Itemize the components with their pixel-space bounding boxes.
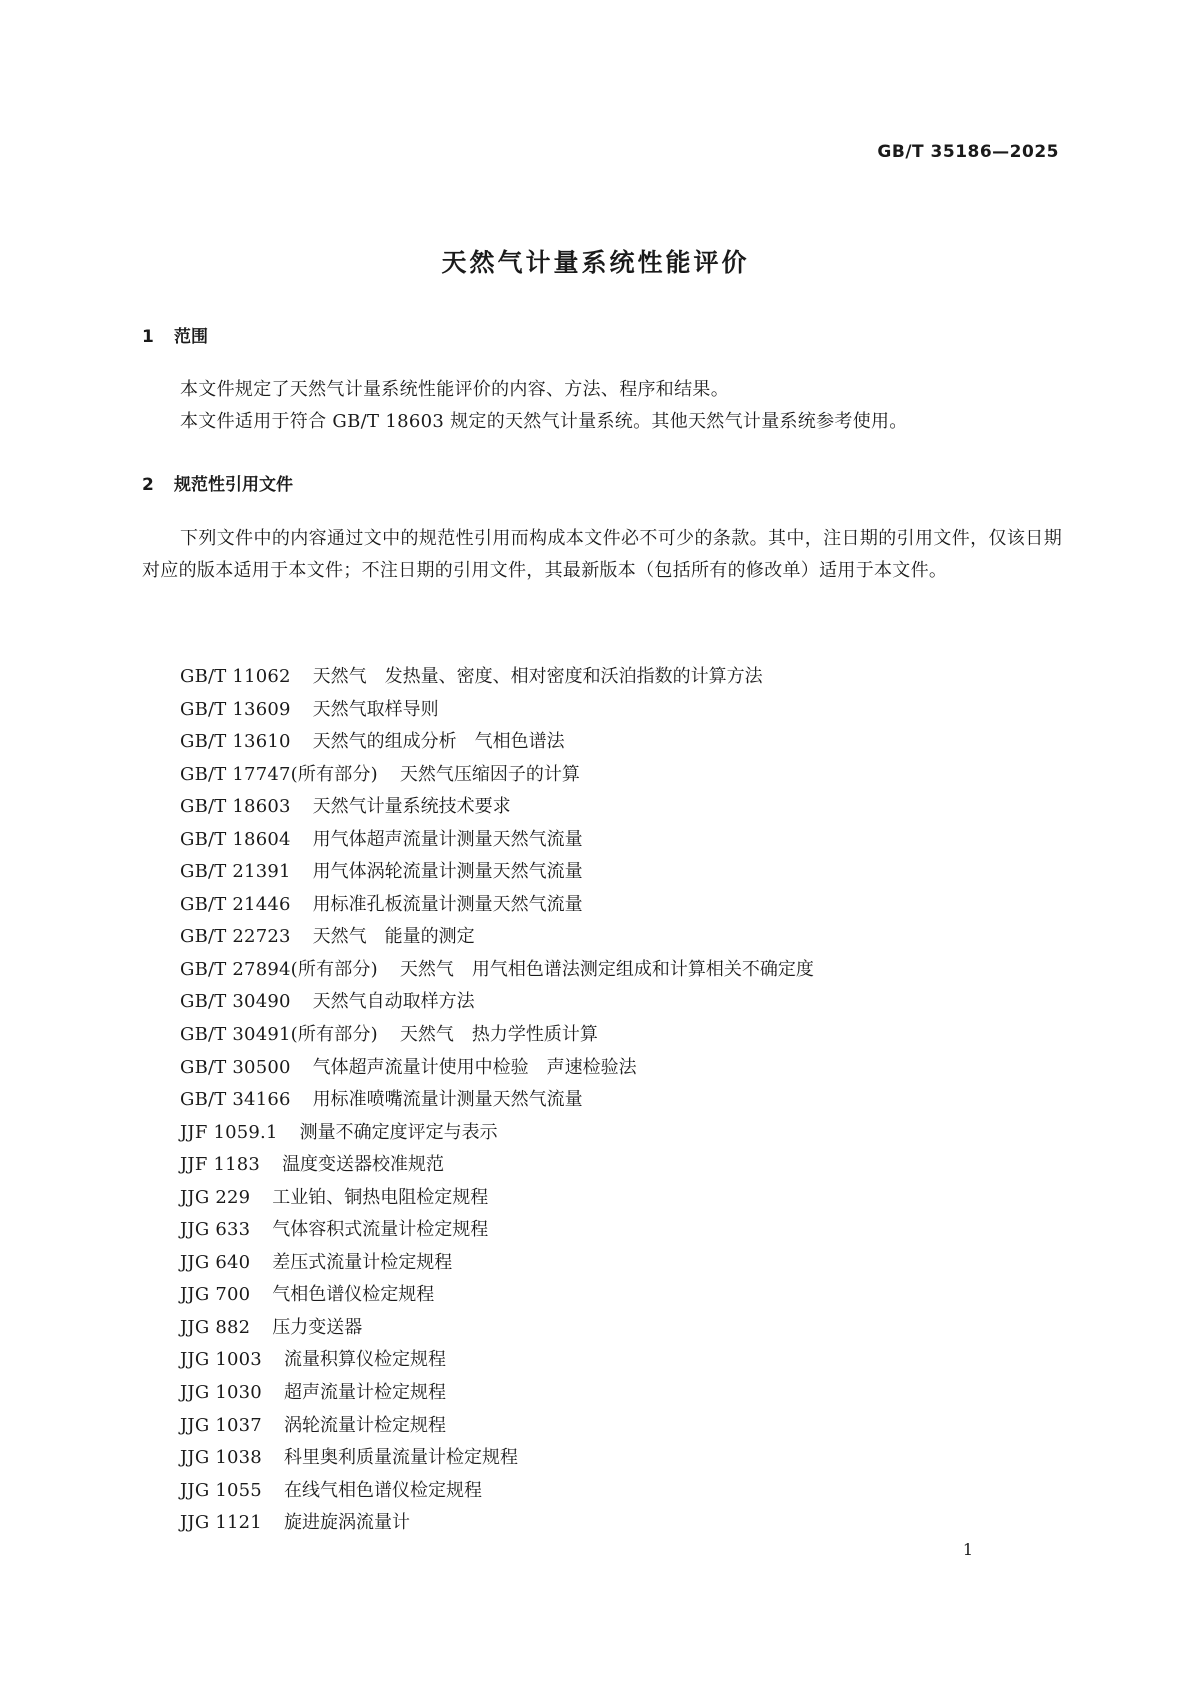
reference-code: JJG 640	[180, 1251, 251, 1273]
reference-title: 天然气压缩因子的计算	[399, 763, 580, 785]
reference-item	[180, 1377, 814, 1410]
reference-item	[180, 954, 814, 987]
reference-code: GB/T 34166	[180, 1089, 291, 1111]
reference-code: JJF 1059.1	[180, 1121, 278, 1143]
reference-item	[180, 1084, 814, 1117]
reference-item	[180, 1507, 814, 1540]
section-2-title: 规范性引用文件	[174, 475, 293, 495]
reference-code: JJF 1183	[180, 1154, 261, 1176]
reference-item	[180, 1182, 814, 1215]
reference-item	[180, 1410, 814, 1443]
reference-item	[180, 1475, 814, 1508]
reference-code: GB/T 30491(所有部分)	[180, 1024, 378, 1046]
standard-code: GB/T 35186—2025	[877, 142, 1059, 162]
reference-item	[180, 1117, 814, 1150]
reference-title: 流量积算仪检定规程	[283, 1349, 446, 1371]
reference-title: 天然气自动取样方法	[312, 991, 475, 1013]
reference-title: 气体超声流量计使用中检验 声速检验法	[312, 1056, 637, 1078]
reference-code: GB/T 18603	[180, 796, 291, 818]
reference-item	[180, 1214, 814, 1247]
reference-code: JJG 882	[180, 1316, 251, 1338]
reference-item	[180, 1442, 814, 1475]
page-number: 1	[962, 1540, 973, 1559]
reference-code: GB/T 30500	[180, 1056, 291, 1078]
reference-code: JJG 229	[180, 1186, 251, 1208]
reference-code: JJG 633	[180, 1219, 251, 1241]
reference-title: 温度变送器校准规范	[282, 1154, 445, 1176]
reference-item	[180, 661, 814, 694]
section-2-heading	[142, 470, 293, 495]
reference-title: 气相色谱仪检定规程	[272, 1284, 435, 1306]
reference-title: 压力变送器	[272, 1316, 363, 1338]
reference-code: GB/T 13610	[180, 731, 291, 753]
reference-item	[180, 759, 814, 792]
section-1-paragraph-1: 本文件规定了天然气计量系统性能评价的内容、方法、程序和结果。	[180, 379, 729, 400]
reference-code: JJG 1003	[180, 1349, 262, 1371]
reference-code: GB/T 17747(所有部分)	[180, 763, 378, 785]
reference-title: 天然气 热力学性质计算	[399, 1024, 598, 1046]
reference-title: 天然气 能量的测定	[312, 926, 475, 948]
reference-code: GB/T 27894(所有部分)	[180, 958, 378, 980]
reference-item	[180, 1052, 814, 1085]
document-title: 天然气计量系统性能评价	[441, 248, 750, 277]
reference-title: 超声流量计检定规程	[283, 1382, 446, 1404]
reference-item	[180, 1344, 814, 1377]
reference-list	[180, 661, 814, 1540]
reference-code: JJG 1030	[180, 1382, 262, 1404]
reference-code: GB/T 13609	[180, 698, 291, 720]
reference-title: 测量不确定度评定与表示	[299, 1121, 498, 1143]
section-1-title: 范围	[174, 327, 208, 347]
reference-code: GB/T 18604	[180, 828, 291, 850]
reference-title: 天然气的组成分析 气相色谱法	[312, 731, 565, 753]
section-1-heading	[142, 322, 208, 347]
reference-title: 天然气取样导则	[312, 698, 439, 720]
reference-title: 天然气计量系统技术要求	[312, 796, 511, 818]
reference-title: 在线气相色谱仪检定规程	[283, 1479, 482, 1501]
reference-code: JJG 700	[180, 1284, 251, 1306]
reference-code: JJG 1038	[180, 1447, 262, 1469]
section-2-intro: 下列文件中的内容通过文中的规范性引用而构成本文件必不可少的条款。其中，注日期的引用文件，仅该日期对应的版本适用于本文件；不注日期的引用文件，其最新版本（包括所有的修改单）适用于本文件。	[142, 528, 1062, 581]
reference-title: 涡轮流量计检定规程	[283, 1414, 446, 1436]
section-1-paragraph-2: 本文件适用于符合 GB/T 18603 规定的天然气计量系统。其他天然气计量系统参考使用。	[180, 411, 908, 432]
reference-item	[180, 694, 814, 727]
reference-title: 用标准孔板流量计测量天然气流量	[312, 893, 583, 915]
reference-code: GB/T 22723	[180, 926, 291, 948]
reference-title: 用标准喷嘴流量计测量天然气流量	[312, 1089, 583, 1111]
reference-title: 旋进旋涡流量计	[283, 1512, 410, 1534]
reference-item	[180, 1247, 814, 1280]
reference-item	[180, 921, 814, 954]
reference-item	[180, 824, 814, 857]
reference-item	[180, 1149, 814, 1182]
reference-title: 工业铂、铜热电阻检定规程	[272, 1186, 489, 1208]
section-2-number: 2	[142, 475, 154, 495]
reference-title: 气体容积式流量计检定规程	[272, 1219, 489, 1241]
reference-item	[180, 1312, 814, 1345]
reference-title: 用气体涡轮流量计测量天然气流量	[312, 861, 583, 883]
reference-item	[180, 986, 814, 1019]
reference-item	[180, 1019, 814, 1052]
reference-code: GB/T 21446	[180, 893, 291, 915]
reference-code: JJG 1121	[180, 1512, 262, 1534]
reference-title: 科里奥利质量流量计检定规程	[283, 1447, 518, 1469]
reference-code: JJG 1055	[180, 1479, 262, 1501]
reference-item	[180, 726, 814, 759]
reference-code: JJG 1037	[180, 1414, 262, 1436]
reference-item	[180, 791, 814, 824]
reference-code: GB/T 11062	[180, 666, 291, 687]
reference-code: GB/T 21391	[180, 861, 291, 883]
reference-item	[180, 889, 814, 922]
section-1-number: 1	[142, 327, 154, 347]
reference-item	[180, 856, 814, 889]
reference-item	[180, 1279, 814, 1312]
reference-title: 差压式流量计检定规程	[272, 1251, 453, 1273]
reference-title: 用气体超声流量计测量天然气流量	[312, 828, 583, 850]
reference-title: 天然气 用气相色谱法测定组成和计算相关不确定度	[399, 958, 814, 980]
reference-code: GB/T 30490	[180, 991, 291, 1013]
reference-title: 天然气 发热量、密度、相对密度和沃泊指数的计算方法	[312, 666, 763, 687]
